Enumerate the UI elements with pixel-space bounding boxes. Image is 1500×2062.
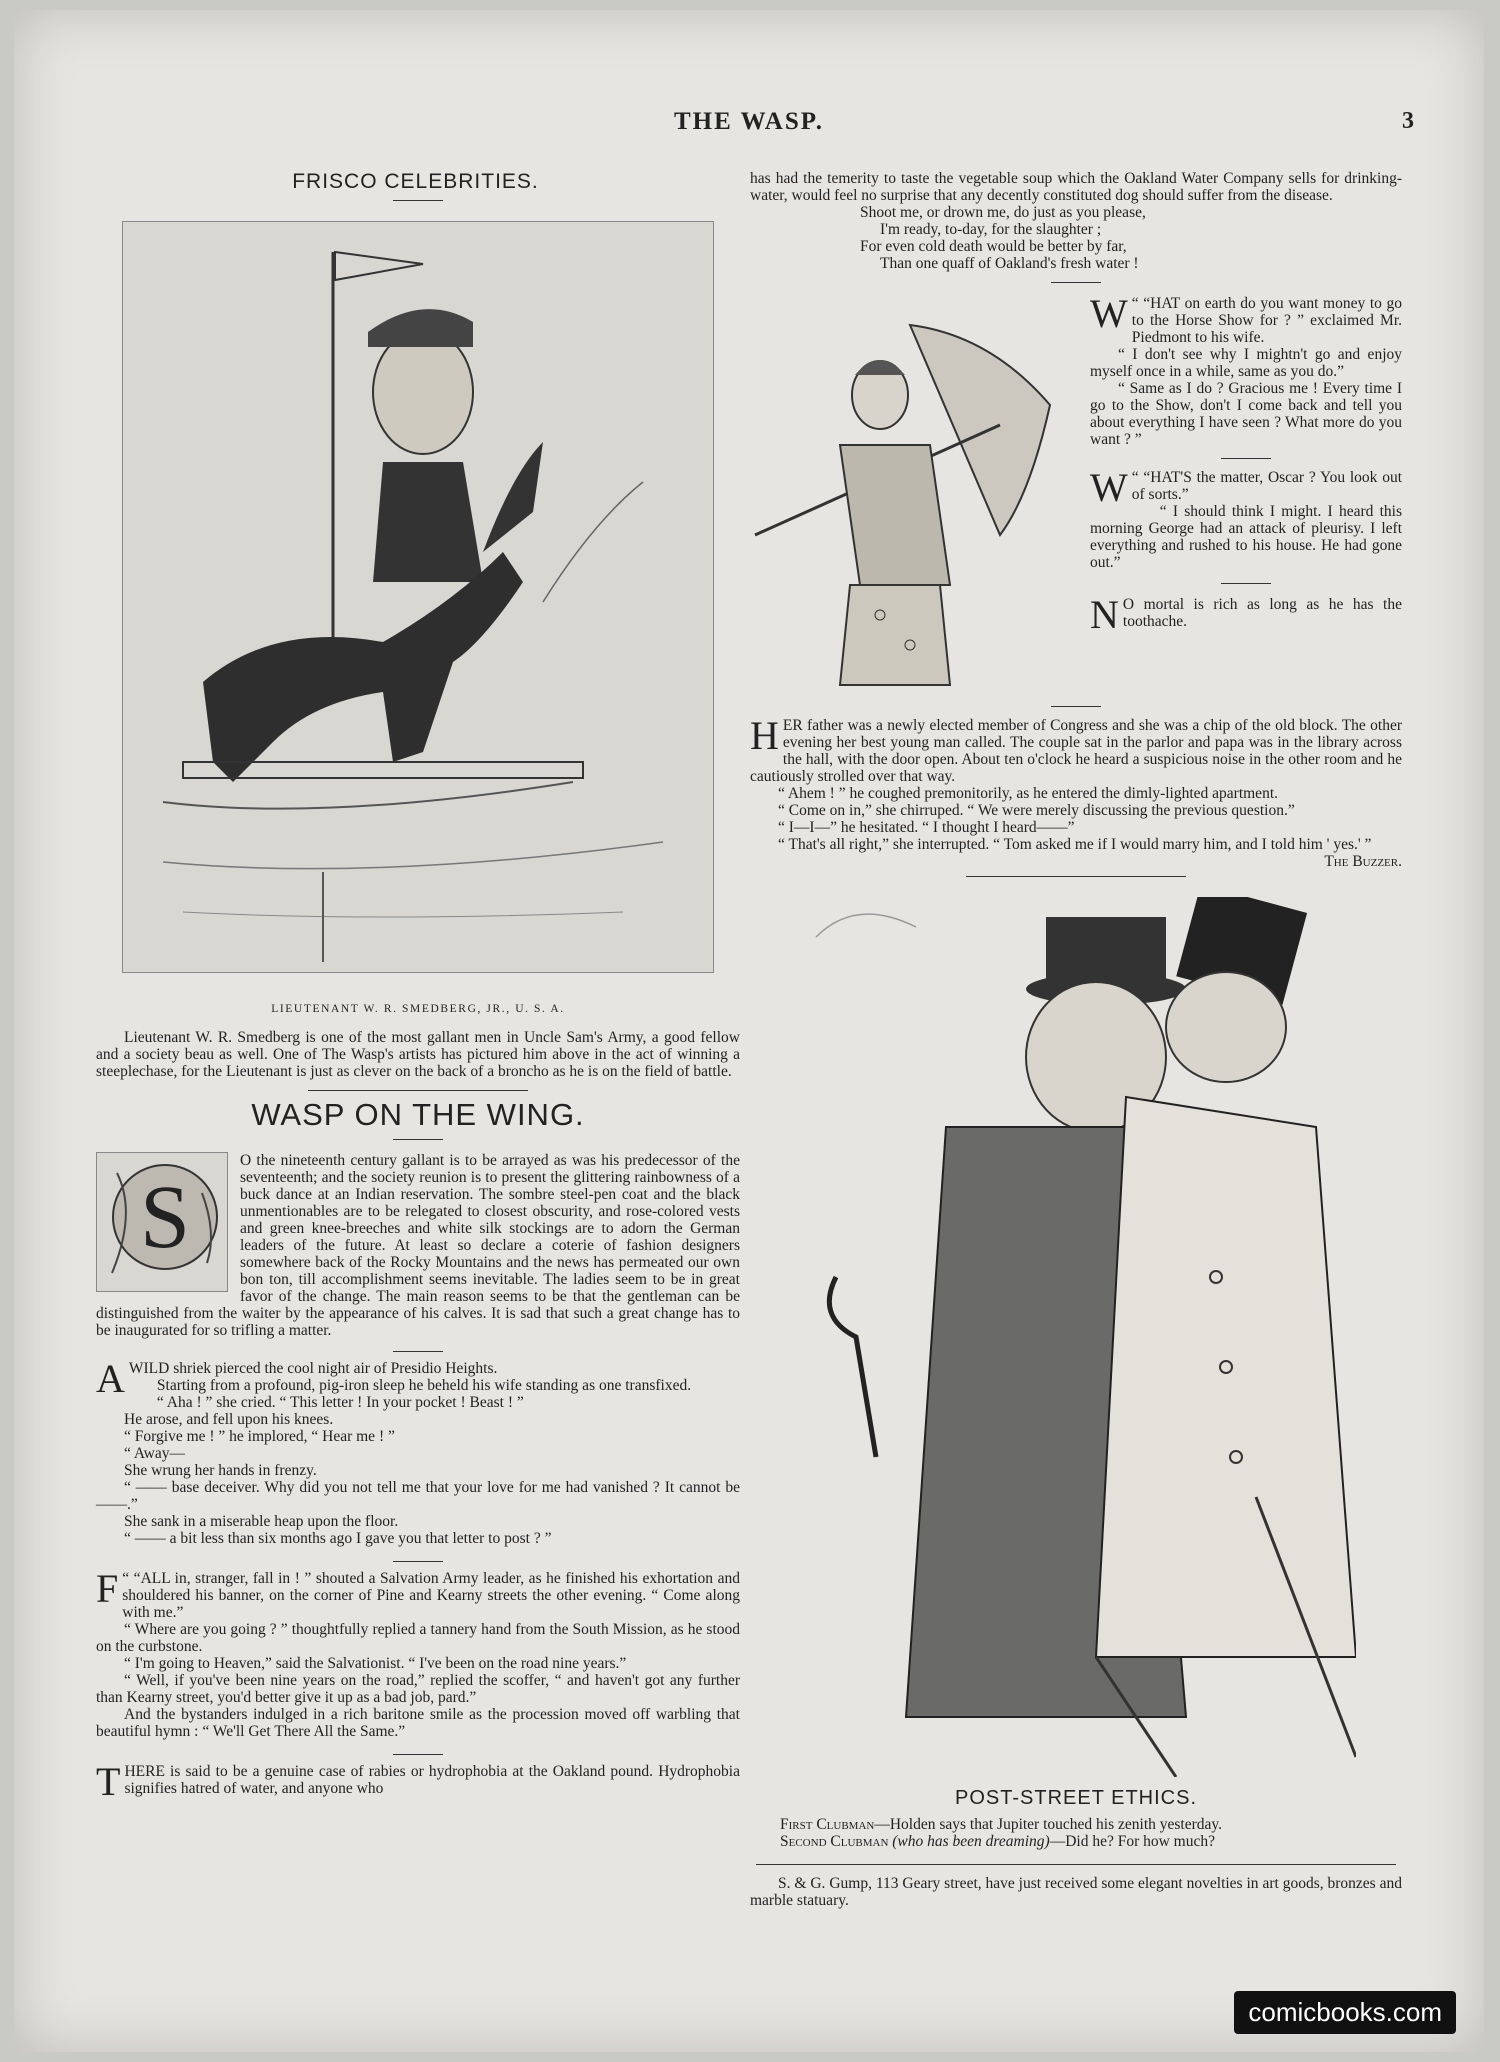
attribution: The Buzzer. [1324,853,1402,870]
water-paragraph: has had the temerity to taste the vegetable soup which the Oakland Water Company sells for drinking-water, would feel no surprise that any decently constituted dog should suffer from the disease. [750,170,1402,204]
fashion-paragraph: O the nineteenth century gallant is to be arrayed as was his predecessor of the seventeenth; and the society reunion is to present the glittering rainbowness of a buck dance at an Indian reservation. The sombre steel-pen coat and the black unmentionables are to be relegated to closest obscurity, and rose-colored vests and green knee-breeches and white silk stockings are to adorn the German leaders of the future. At least so declare a coterie of fashion designers somewhere back of the Rocky Mountains and the news has permeated our own bon ton, till accomplishment seems inevitable. The ladies seem to be in great favor of the change. The main reason seems to be that the gentleman can be distinguished from the waiter by the appearance of his calves. It is sad that such a great change has to be inaugurated for so trifling a matter. [96,1152,740,1339]
rabies-lead: HERE is said to be a genuine case of rabies or hydrophobia at the Oakland pound. Hydrophobia signifies hatred of water, and anyone who [124,1763,740,1797]
wasp-on-wing-title: WASP ON THE WING. [251,1097,585,1132]
drop-cap: F [96,1566,119,1611]
illustration-caption: LIEUTENANT W. R. SMEDBERG, JR., U. S. A. [271,1003,565,1015]
shriek-line: She sank in a miserable heap upon the floor. [124,1513,399,1530]
shriek-lead: WILD shriek pierced the cool night air of Presidio Heights. [128,1360,498,1377]
horse-show-jokes [1090,291,1402,637]
oscar-line: “ I should think I might. I heard this morning George had an attack of pleurisy. I left everything and rushed to his house. He had gone out.” [1090,503,1402,571]
divider [1051,706,1101,707]
divider [393,200,443,201]
umbrella-section [750,291,1402,700]
jockey-horse-drawing [123,222,713,972]
speaker-label: Second Clubman [780,1833,889,1850]
speaker-label: First Clubman [780,1816,875,1833]
poem-line: Than one quaff of Oakland's fresh water ! [880,255,1139,272]
fall-line: And the bystanders indulged in a rich baritone smile as the procession moved off warbling that beautiful hymn : “ We'll Get There All the Same.” [96,1706,740,1740]
steeplechase-illustration [122,221,714,973]
horse-lead: “ “HAT on earth do you want money to go to the Horse Show for ? ” exclaimed Mr. Piedmont to his wife. [1131,295,1402,346]
smedberg-paragraph: Lieutenant W. R. Smedberg is one of the most gallant men in Uncle Sam's Army, a good fellow and a society beau as well. One of The Wasp's artists has pictured him above in the act of winning a steeplechase, for the Lieutenant is just as clever on the back of a broncho as he is on the field of battle. [96,1029,740,1080]
her-line: “ Ahem ! ” he coughed premonitorily, as he entered the dimly-lighted apartment. [778,785,1278,802]
initial-letter: S [139,1168,191,1267]
divider [1051,282,1101,283]
divider [393,1139,443,1140]
rabies-paragraph [96,1759,740,1804]
shriek-line: “ Forgive me ! ” he implored, “ Hear me ! ” [124,1428,395,1445]
two-clubmen-drawing [796,897,1356,1777]
dialogue: —Did he? For how much? [1049,1833,1215,1850]
horse-line: “ Same as I do ? Gracious me ! Every time I go to the Show, don't I come back and tell you about everything I have seen ? What more do you want ? ” [1090,380,1402,448]
salvation-story [96,1566,740,1740]
divider [966,876,1186,877]
shriek-line: “ —— a bit less than six months ago I gave you that letter to post ? ” [124,1530,552,1547]
clubmen-illustration [796,897,1356,1777]
shriek-line: “ —— base deceiver. Why did you not tell me that your love for me had vanished ? It cannot be——.” [96,1479,740,1513]
left-column [96,170,740,1804]
newspaper-page [14,10,1484,2052]
her-line: “ Come on in,” she chirruped. “ We were merely discussing the previous question.” [778,802,1295,819]
divider [1221,458,1271,459]
drop-cap: T [96,1759,121,1804]
drop-cap: H [750,713,779,758]
her-lead: ER father was a newly elected member of Congress and she was a chip of the old block. The other evening her best young man called. The couple sat in the parlor and papa was in the library across the hall, with the door open. About ten o'clock he heard a suspicious noise in the other room and he cautiously strolled over that way. [750,717,1402,785]
drop-cap: W [1090,465,1128,510]
water-poem [750,204,1402,272]
divider [393,1351,443,1352]
shriek-line: “ Away— [124,1445,185,1462]
poem-line: Shoot me, or drown me, do just as you please, [860,204,1146,221]
shriek-line: He arose, and fell upon his knees. [124,1411,334,1428]
shriek-line: Starting from a profound, pig-iron sleep he beheld his wife standing as one transfixed. [156,1377,692,1394]
shriek-story [96,1356,740,1547]
fall-line: “ Well, if you've been nine years on the road,” replied the scoffer, “ and haven't got any further than Kearny street, you'd better give it up as a bad job, pard.” [96,1672,740,1706]
gump-advertisement: S. & G. Gump, 113 Geary street, have just received some elegant novelties in art goods, bronzes and marble statuary. [750,1875,1402,1909]
masthead: THE WASP. [673,108,824,135]
divider [308,1090,528,1091]
right-column [750,170,1402,1909]
first-clubman-line [750,1816,1402,1833]
divider [393,1561,443,1562]
divider [1221,583,1271,584]
second-clubman-line [750,1833,1402,1850]
divider [756,1864,1396,1865]
post-street-title: POST-STREET ETHICS. [955,1787,1197,1809]
horse-line: “ I don't see why I mightn't go and enjoy myself once in a while, same as you do.” [1090,346,1402,380]
mortal-text: O mortal is rich as long as he has the toothache. [1122,596,1402,630]
page-number: 3 [1402,108,1414,134]
ornament-initial-drawing [97,1153,227,1291]
lady-umbrella-illustration [750,295,1080,690]
poem-line: I'm ready, to-day, for the slaughter ; [880,221,1102,238]
drop-cap: W [1090,291,1128,336]
oscar-lead: “ “HAT'S the matter, Oscar ? You look out of sorts.” [1131,469,1402,503]
dialogue: —Holden says that Jupiter touched his zenith yesterday. [874,1816,1223,1833]
watermark: comicbooks.com [1234,1991,1456,2034]
shriek-line: She wrung her hands in frenzy. [124,1462,317,1479]
drop-cap: N [1090,592,1119,637]
lady-umbrella-drawing [750,295,1080,690]
stage-direction: (who has been dreaming) [892,1833,1050,1850]
fall-line: “ Where are you going ? ” thoughtfully replied a tannery hand from the South Mission, as he stood on the curbstone. [96,1621,740,1655]
divider [393,1754,443,1755]
fall-line: “ I'm going to Heaven,” said the Salvationist. “ I've been on the road nine years.” [124,1655,627,1672]
frisco-title: FRISCO CELEBRITIES. [292,170,539,193]
shriek-line: “ Aha ! ” she cried. “ This letter ! In your pocket ! Beast ! ” [156,1394,524,1411]
congress-story [750,713,1402,870]
decorative-initial [96,1152,228,1292]
her-line: “ That's all right,” she interrupted. “ Tom asked me if I would marry him, and I told him ' yes.' ” [778,836,1372,853]
her-line: “ I—I—” he hesitated. “ I thought I heard——” [778,819,1075,836]
poem-line: For even cold death would be better by far, [860,238,1127,255]
fall-lead: “ “ALL in, stranger, fall in ! ” shouted a Salvation Army leader, as he finished his exhortation and shouldered his banner, on the corner of Pine and Kearny streets the other evening. “ Come along with me.” [122,1570,740,1621]
drop-cap: A [96,1356,125,1401]
